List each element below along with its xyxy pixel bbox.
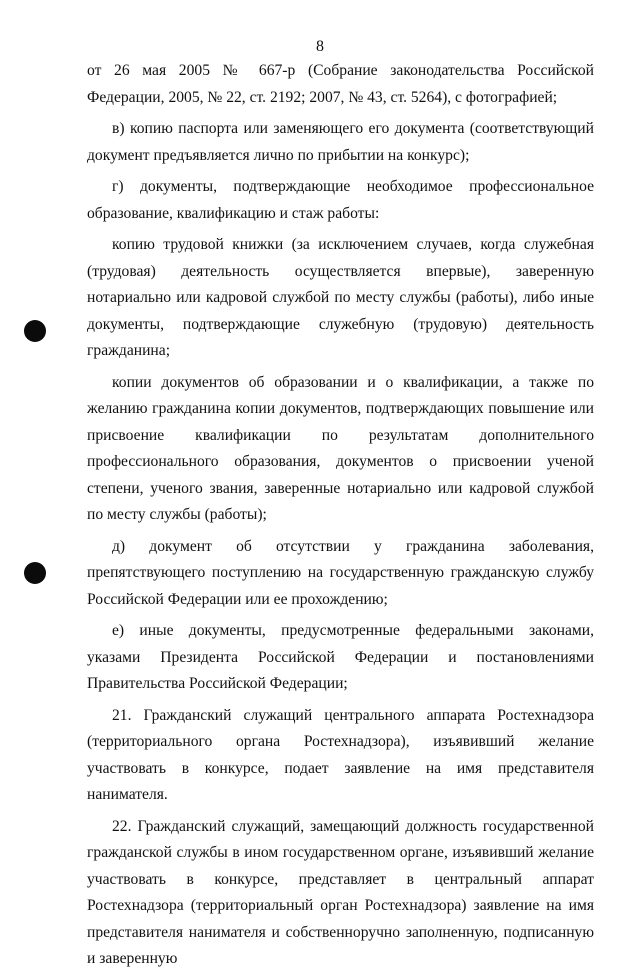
paragraph: в) копию паспорта или заменяющего его документа (соответствующий документ предъявляется лично по прибытии на конкурс); [87, 120, 594, 164]
paragraph: 21. Гражданский служащий центрального аппарата Ростехнадзора (территориального органа Ростехнадзора), изъявивший желание участвовать в конкурсе, подает заявление на имя представителя нанимателя. [87, 706, 594, 803]
paragraph: от 26 мая 2005 № 667-р (Собрание законодательства Российской Федерации, 2005, № 22, ст. 2192; 2007, № 43, ст. 5264), с фотографией; [87, 62, 594, 106]
punch-hole [24, 320, 46, 342]
punch-hole [24, 562, 46, 584]
page-number: 8 [316, 38, 324, 55]
document-body [87, 58, 594, 973]
paragraph: д) документ об отсутствии у гражданина заболевания, препятствующего поступлению на государственную гражданскую службу Российской Федерации или ее прохождению; [87, 537, 594, 608]
paragraph: г) документы, подтверждающие необходимое профессиональное образование, квалификацию и стаж работы: [87, 178, 594, 222]
paragraph: копию трудовой книжки (за исключением случаев, когда служебная (трудовая) деятельность осуществляется впервые), заверенную нотариально или кадровой службой по месту службы (работы), либо иные документы, подтверждающие служебную (трудовую) деятельность гражданина; [87, 236, 594, 359]
paragraph: е) иные документы, предусмотренные федеральными законами, указами Президента Российской Федерации и постановлениями Правительства Российской Федерации; [87, 622, 594, 692]
paragraph: 22. Гражданский служащий, замещающий должность государственной гражданской службы в ином государственном органе, изъявивший желание участвовать в конкурсе, представляет в центральный аппарат Ростехнадзора (территориальный орган Ростехнадзора) заявление на имя представителя нанимателя и собственноручно заполненную, подписанную и заверенную [87, 817, 594, 967]
paragraph: копии документов об образовании и о квалификации, а также по желанию гражданина копии документов, подтверждающих повышение или присвоение квалификации по результатам дополнительного профессионального образования, документов о присвоении ученой степени, ученого звания, заверенные нотариально или кадровой службой по месту службы (работы); [87, 373, 594, 523]
